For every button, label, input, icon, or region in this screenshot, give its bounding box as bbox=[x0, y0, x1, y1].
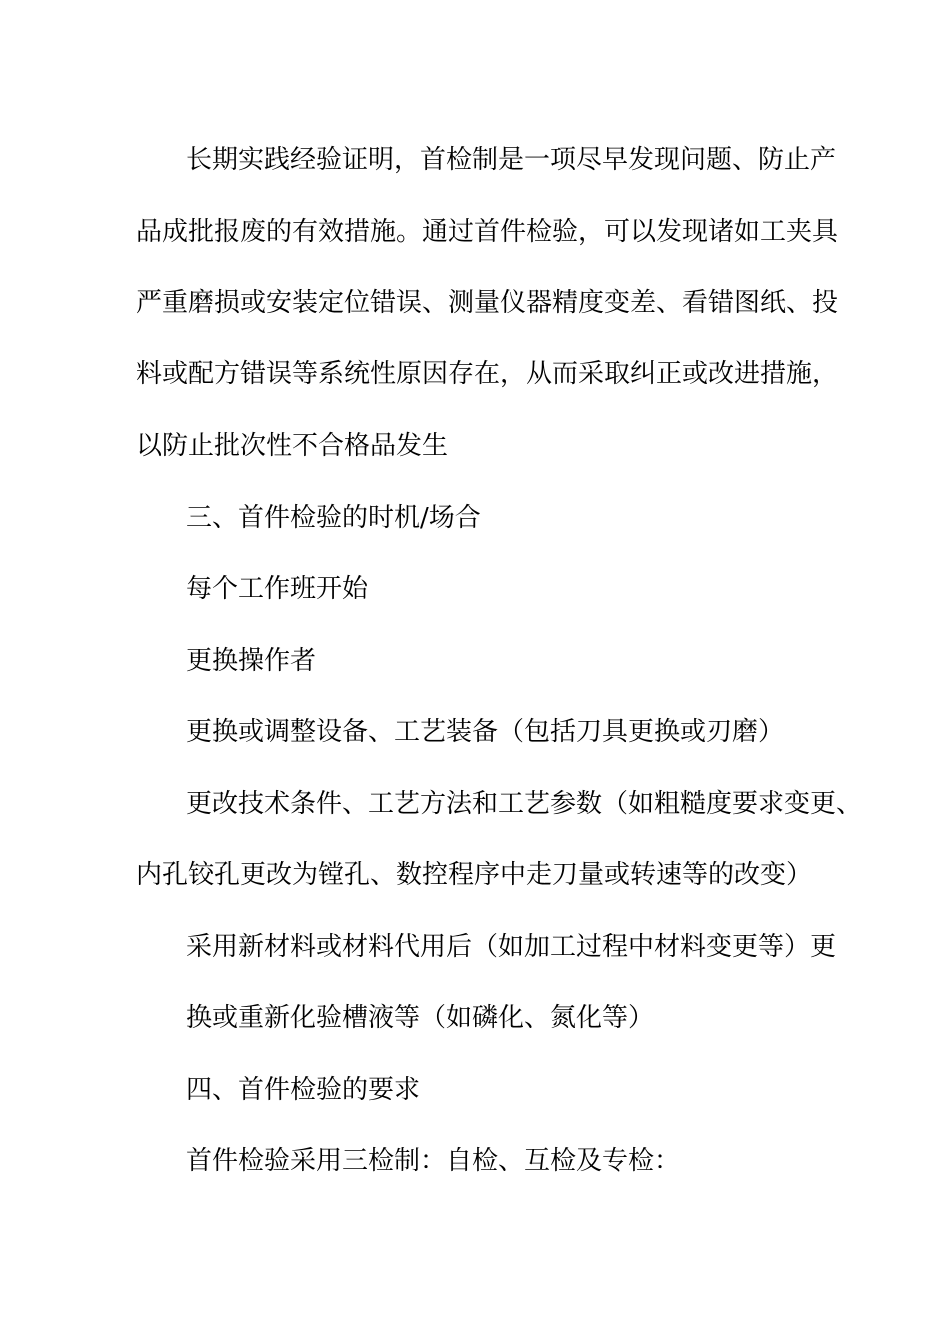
paragraph-line: 长期实践经验证明，首检制是一项尽早发现问题、防止产 bbox=[186, 145, 837, 175]
list-item: 更改技术条件、工艺方法和工艺参数（如粗糙度要求变更、 bbox=[186, 789, 863, 819]
paragraph-line: 严重磨损或安装定位错误、测量仪器精度变差、看错图纸、投 bbox=[136, 288, 839, 318]
paragraph-line: 料或配方错误等系统性原因存在，从而采取纠正或改进措施， bbox=[136, 359, 839, 389]
list-item-continuation: 内孔铰孔更改为镗孔、数控程序中走刀量或转速等的改变） bbox=[136, 860, 813, 890]
paragraph-line: 以防止批次性不合格品发生 bbox=[136, 431, 449, 461]
list-item: 更换或调整设备、工艺装备（包括刀具更换或刃磨） bbox=[186, 717, 785, 747]
list-item: 换或重新化验槽液等（如磷化、氮化等） bbox=[186, 1003, 655, 1033]
list-item: 采用新材料或材料代用后（如加工过程中材料变更等）更 bbox=[186, 932, 837, 962]
section-heading: 四、首件检验的要求 bbox=[186, 1075, 421, 1105]
paragraph-line: 首件检验采用三检制：自检、互检及专检： bbox=[186, 1146, 681, 1176]
list-item: 每个工作班开始 bbox=[186, 574, 369, 604]
list-item: 更换操作者 bbox=[186, 646, 317, 676]
paragraph-line: 品成批报废的有效措施。通过首件检验，可以发现诸如工夹具 bbox=[136, 217, 839, 247]
section-heading: 三、首件检验的时机/场合 bbox=[186, 503, 481, 533]
